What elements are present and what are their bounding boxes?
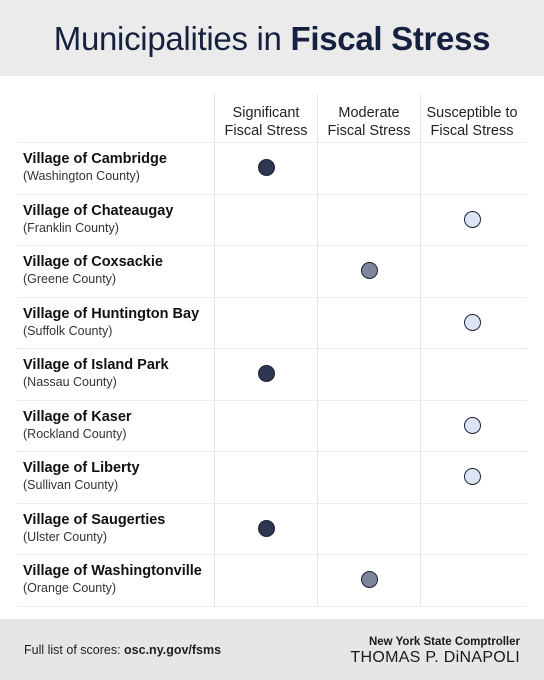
column-header xyxy=(214,104,318,140)
municipality-name: Village of Huntington Bay xyxy=(23,306,200,322)
stress-marker xyxy=(464,314,481,331)
municipality-name: Village of Saugerties xyxy=(23,512,166,528)
municipality-name: Village of Coxsackie xyxy=(23,254,163,270)
row-label xyxy=(23,202,173,236)
comptroller-logo xyxy=(350,635,520,667)
fiscal-stress-table xyxy=(0,76,544,619)
column-header xyxy=(317,104,421,140)
table-row xyxy=(0,245,544,296)
title-regular: Municipalities in xyxy=(53,20,282,57)
row-label xyxy=(23,253,163,287)
footer-note xyxy=(24,643,221,657)
footer-note-prefix: Full list of scores: xyxy=(24,643,121,657)
table-row xyxy=(0,142,544,193)
row-label xyxy=(23,511,165,545)
table-row xyxy=(0,503,544,554)
stress-marker xyxy=(258,520,275,537)
row-divider xyxy=(17,606,527,607)
table-row xyxy=(0,451,544,502)
column-header xyxy=(420,104,524,140)
column-header-line: Susceptible to xyxy=(426,105,518,121)
row-label xyxy=(23,150,167,184)
county-name: (Rockland County) xyxy=(23,427,127,441)
scores-link[interactable]: osc.ny.gov/fsms xyxy=(124,643,222,657)
row-label xyxy=(23,356,169,390)
column-header-line: Moderate xyxy=(338,105,400,121)
org-line-1: New York State Comptroller xyxy=(368,636,520,648)
column-header-line: Fiscal Stress xyxy=(224,123,308,139)
row-label xyxy=(23,305,199,339)
header-bar xyxy=(0,0,544,76)
county-name: (Suffolk County) xyxy=(23,324,113,338)
column-header-line: Significant xyxy=(232,105,300,121)
column-header-line: Fiscal Stress xyxy=(430,123,514,139)
municipality-name: Village of Kaser xyxy=(23,409,132,425)
table-row xyxy=(0,348,544,399)
table-row xyxy=(0,554,544,605)
row-label xyxy=(23,408,132,442)
row-label xyxy=(23,562,202,596)
stress-marker xyxy=(361,571,378,588)
stress-marker xyxy=(361,262,378,279)
page-title xyxy=(54,20,490,58)
county-name: (Nassau County) xyxy=(23,375,117,389)
stress-marker xyxy=(258,365,275,382)
table-row xyxy=(0,194,544,245)
stress-marker xyxy=(464,468,481,485)
municipality-name: Village of Liberty xyxy=(23,460,140,476)
table-row xyxy=(0,400,544,451)
table-row xyxy=(0,297,544,348)
municipality-name: Village of Washingtonville xyxy=(23,563,202,579)
org-line-2: THOMAS P. DiNAPOLI xyxy=(350,649,520,666)
column-header-line: Fiscal Stress xyxy=(327,123,411,139)
county-name: (Washington County) xyxy=(23,169,140,183)
county-name: (Ulster County) xyxy=(23,530,108,544)
stress-marker xyxy=(464,417,481,434)
county-name: (Franklin County) xyxy=(23,221,119,235)
county-name: (Greene County) xyxy=(23,272,117,286)
title-bold: Fiscal Stress xyxy=(290,20,491,57)
county-name: (Orange County) xyxy=(23,581,117,595)
county-name: (Sullivan County) xyxy=(23,478,119,492)
municipality-name: Village of Chateaugay xyxy=(23,203,174,219)
municipality-name: Village of Cambridge xyxy=(23,151,167,167)
municipality-name: Village of Island Park xyxy=(23,357,169,373)
stress-marker xyxy=(464,211,481,228)
footer-bar xyxy=(0,619,544,680)
stress-marker xyxy=(258,159,275,176)
row-label xyxy=(23,459,140,493)
